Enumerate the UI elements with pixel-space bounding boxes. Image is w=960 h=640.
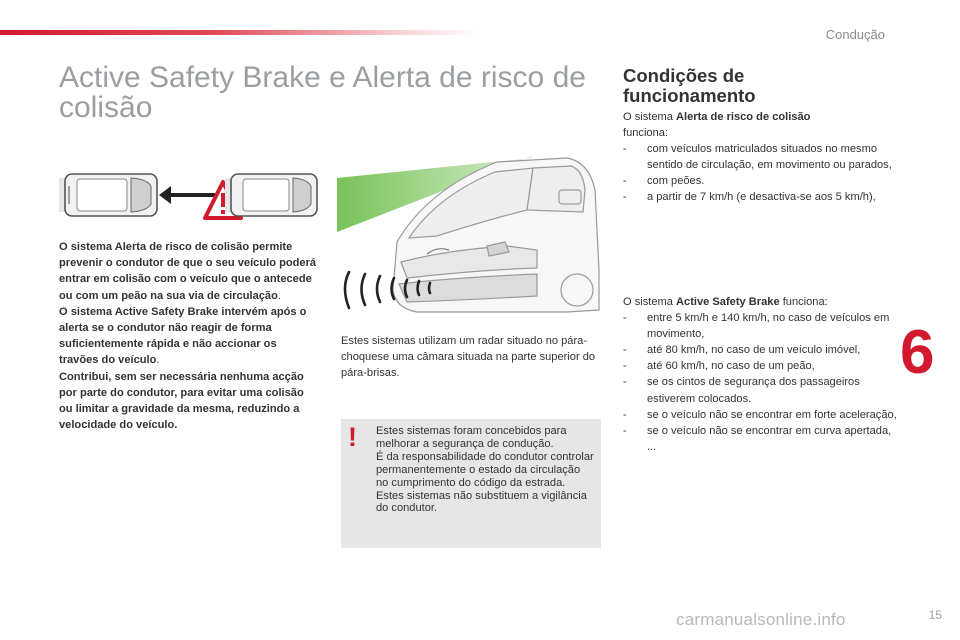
asb-prefix: O sistema: [623, 296, 677, 308]
page-title: Active Safety Brake e Alerta de risco de colisão: [59, 61, 586, 124]
list-dash: -: [623, 376, 627, 389]
list-dash: -: [623, 360, 627, 373]
warning-line-3: Estes sistemas não substituem a vigilância do condutor.: [376, 489, 587, 515]
warning-note-text: [376, 425, 594, 515]
asb-conditions-list: [623, 310, 898, 455]
list-dash: -: [623, 143, 627, 156]
list-dash: -: [623, 312, 627, 325]
list-item: [623, 189, 898, 205]
double-arrow-icon: [159, 186, 215, 204]
list-item-text: se o veículo não se encontrar em curva apertada, ...: [647, 424, 892, 453]
lead-paragraph: [59, 239, 319, 433]
list-item: [623, 141, 898, 173]
warning-line-1: Estes sistemas foram concebidos para melhorar a segurança de condução.: [376, 425, 567, 450]
list-item-text: se os cintos de segurança dos passageiros estiverem colocados.: [647, 376, 860, 405]
collision-warning-illustration: [55, 166, 320, 226]
section-label: Condução: [825, 27, 885, 42]
list-item: [623, 173, 898, 189]
lead-p1-text: O sistema Alerta de risco de colisão permite prevenir o condutor de que o seu veículo poderá entrar em colisão com o veículo que o antecede ou com um peão na sua via de circulação: [59, 241, 317, 302]
list-dash: -: [623, 175, 627, 188]
list-item: [623, 310, 898, 342]
alerta-prefix: O sistema: [623, 111, 677, 123]
header-accent-bar: [0, 30, 480, 35]
lead-p2-text: O sistema Active Safety Brake intervém após o alerta se o condutor não reagir de forma suficientemente rápida e não accionar os travões do veículo: [59, 305, 307, 367]
chapter-number: 6: [900, 318, 935, 387]
list-item-text: até 60 km/h, no caso de um peão,: [647, 360, 815, 373]
alerta-system-name: Alerta de risco de colisão: [676, 111, 811, 123]
asb-intro: [623, 294, 898, 310]
list-item-text: até 80 km/h, no caso de um veículo imóvel,: [647, 344, 861, 357]
lead-p2-end: .: [156, 354, 160, 367]
list-item: [623, 342, 898, 358]
asb-suffix: funciona:: [779, 296, 828, 308]
warning-line-2: É da responsabilidade do condutor controlar permanentemente o estado da circulação no cumprimento do código da estrada.: [376, 450, 594, 489]
list-dash: -: [623, 191, 627, 204]
list-item-text: a partir de 7 km/h (e desactiva-se aos 5 km/h),: [647, 191, 876, 204]
watermark: carmanualsonline.info: [676, 610, 846, 629]
list-item: [623, 374, 898, 406]
lead-contribution: Contribui, sem ser necessária nenhuma acção por parte do condutor, para evitar uma colisão ou limitar a gravidade da mesma, reduzindo a velocidade do veículo.: [59, 370, 304, 432]
list-item: [623, 407, 898, 423]
radar-camera-illustration: [337, 150, 600, 322]
exclamation-icon: !: [348, 422, 357, 452]
lead-asb-description: [59, 304, 319, 369]
rear-van-icon: [59, 174, 157, 216]
lead-p1-end: .: [277, 289, 281, 302]
asb-conditions: [623, 294, 898, 455]
front-van-icon: [225, 174, 317, 216]
alerta-intro: [623, 109, 898, 125]
asb-system-name: Active Safety Brake: [676, 296, 780, 308]
page-number: 15: [928, 608, 942, 622]
list-item: [623, 423, 898, 455]
list-item-text: se o veículo não se encontrar em forte aceleração,: [647, 408, 897, 421]
alerta-conditions-list: [623, 141, 898, 205]
conditions-heading-text: Condições de funcionamento: [623, 65, 756, 106]
list-dash: -: [623, 424, 627, 437]
list-item-text: entre 5 km/h e 140 km/h, no caso de veículos em movimento,: [647, 312, 890, 341]
list-item: [623, 358, 898, 374]
list-item-text: com veículos matriculados situados no mesmo sentido de circulação, em movimento ou parados,: [647, 143, 892, 172]
sensor-description: Estes sistemas utilizam um radar situado no pára-choquese uma câmara situada na parte superior do pára-brisas.: [341, 335, 596, 380]
alerta-suffix: funciona:: [623, 127, 669, 140]
alerta-conditions: [623, 109, 898, 206]
list-dash: -: [623, 344, 627, 357]
list-dash: -: [623, 408, 627, 421]
lead-alerta-description: [59, 239, 319, 304]
list-item-text: com peões.: [647, 175, 705, 188]
conditions-heading: [623, 66, 793, 106]
